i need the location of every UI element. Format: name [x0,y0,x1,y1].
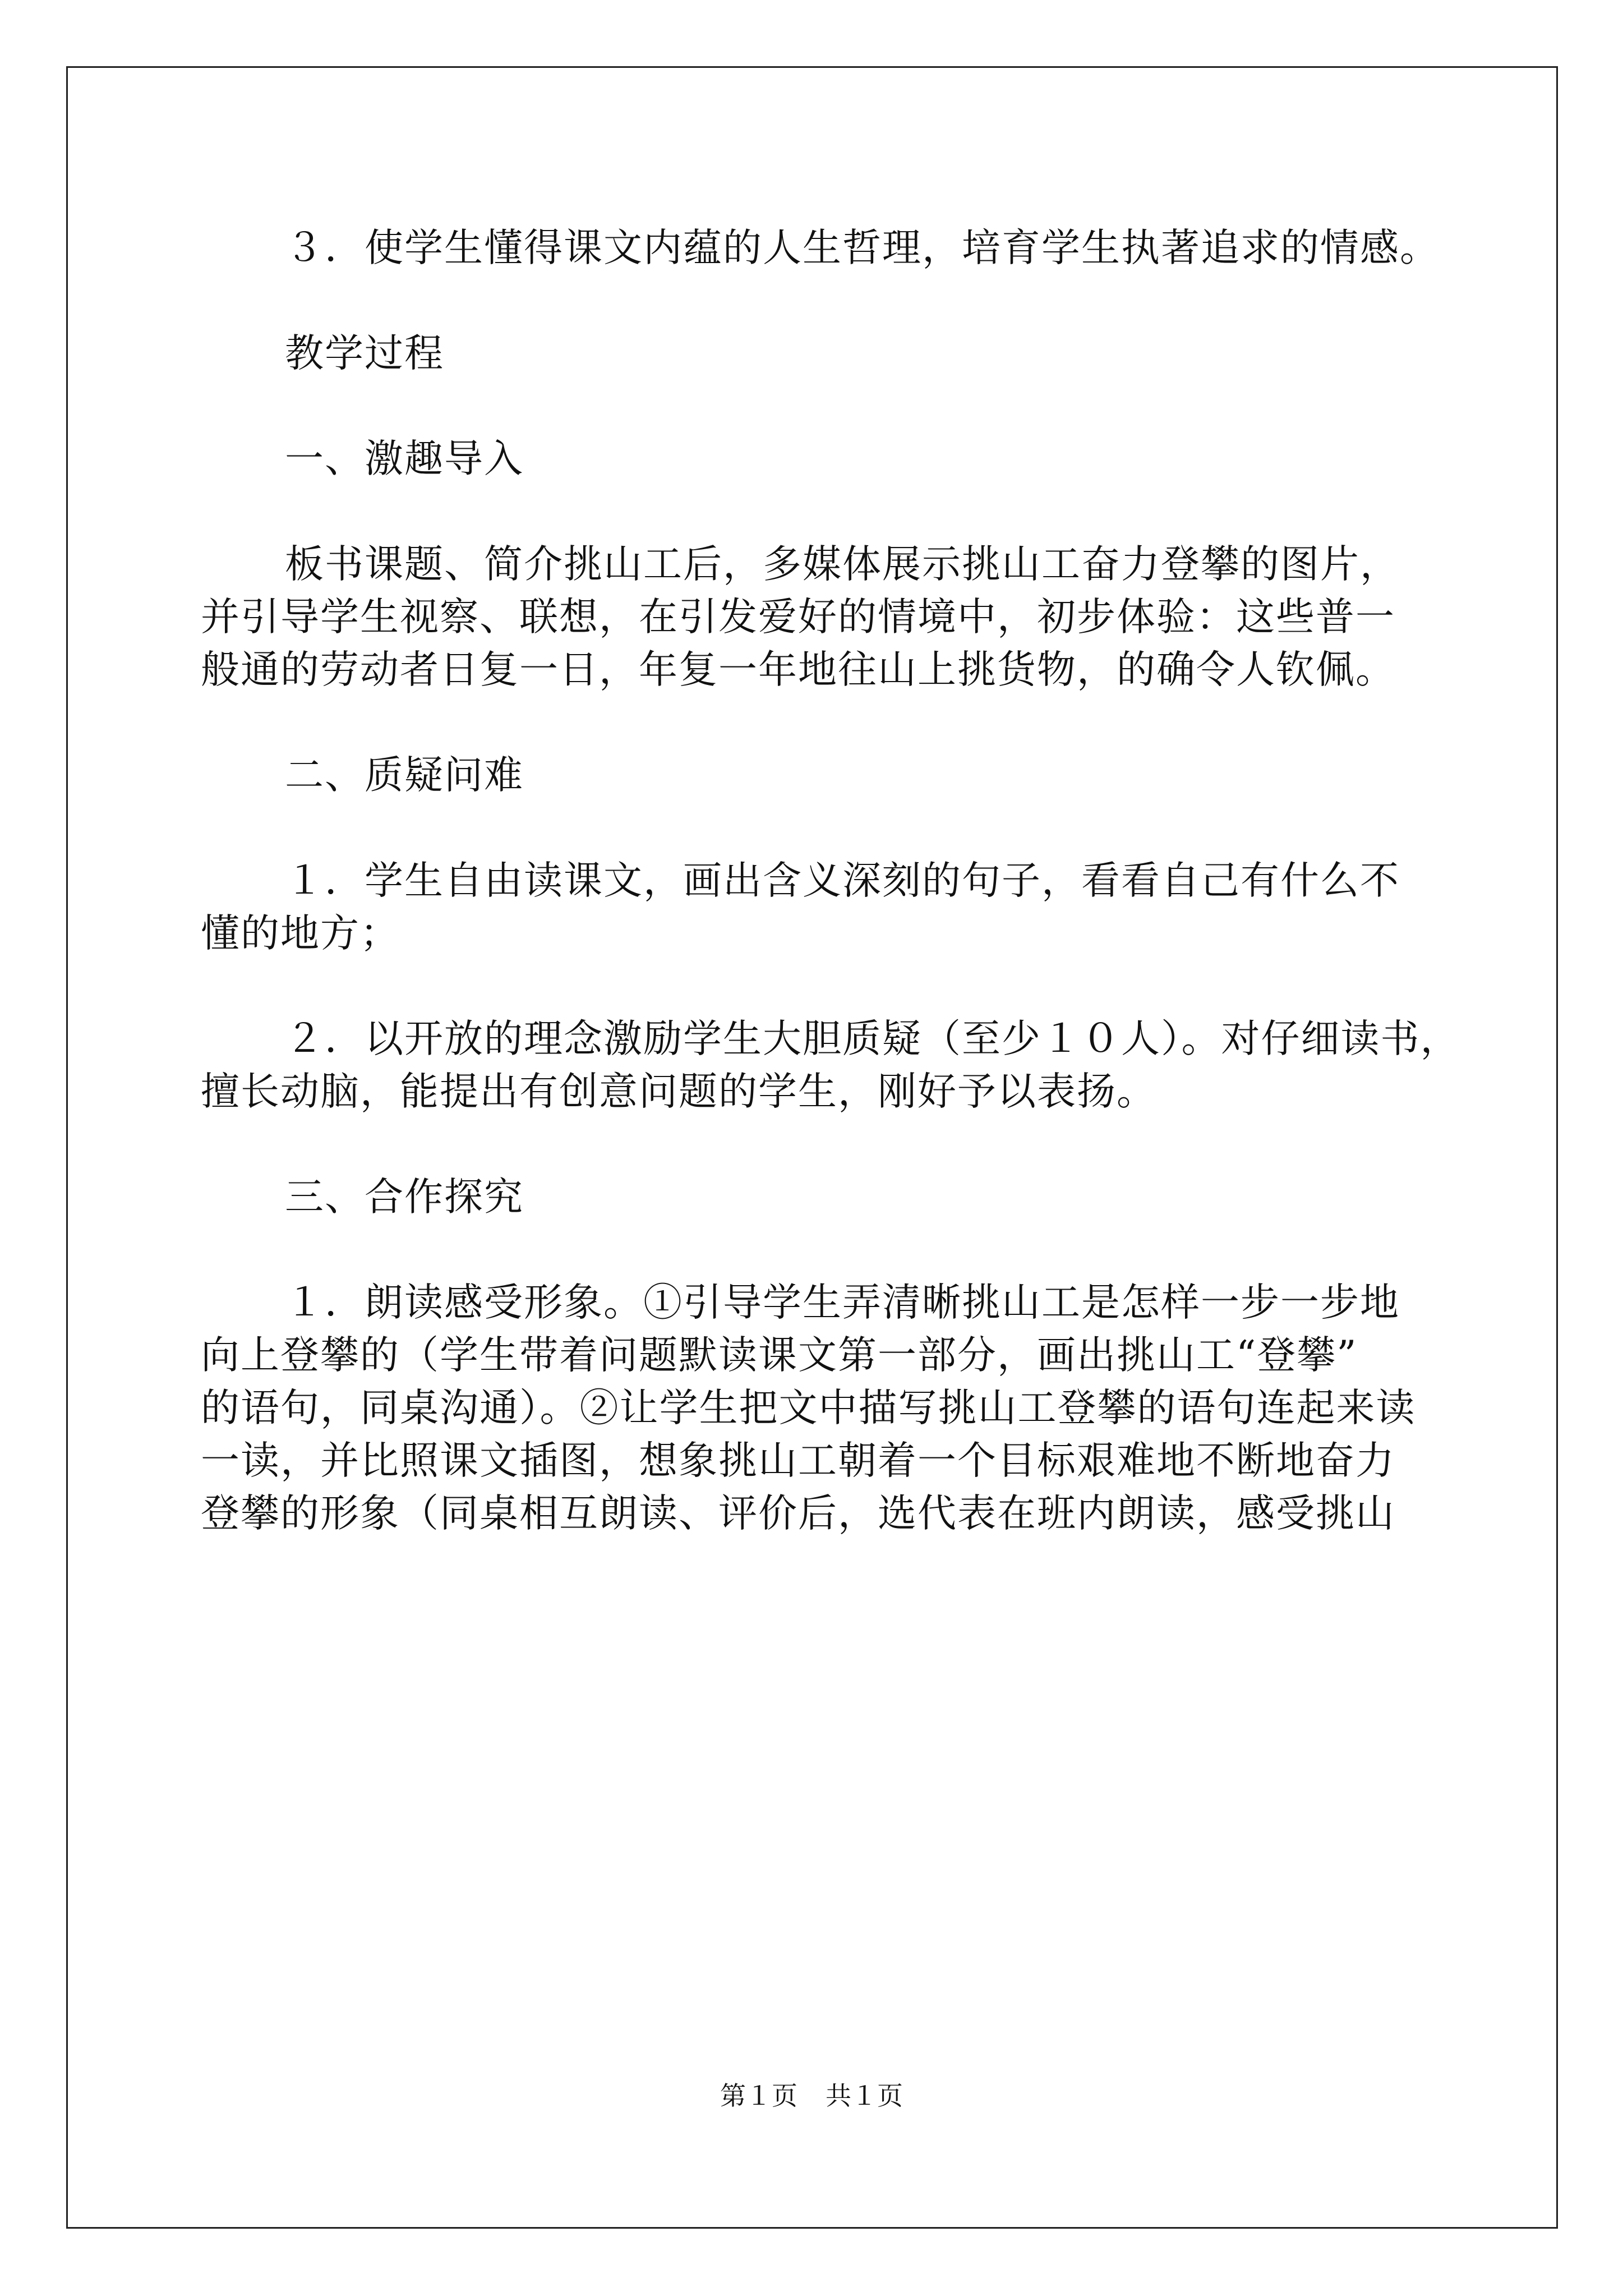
text-line: 的语句，同桌沟通）。②让学生把文中描写挑山工登攀的语句连起来读 [201,1386,1416,1430]
text-line: 擅长动脑，能提出有创意问题的学生，刚好予以表扬。 [201,1069,1156,1114]
section-heading [201,432,1435,485]
paragraph [201,222,1440,274]
page-total: 共１页 [826,2081,903,2111]
text-line: ２．以开放的理念激励学生大胆质疑（至少１０人）。对仔细读书， [285,1016,1460,1061]
section-heading [201,1171,1435,1223]
text-line: 般通的劳动者日复一日，年复一年地往山上挑货物，的确令人钦佩。 [201,647,1395,692]
text-line: １．朗读感受形象。①引导学生弄清晰挑山工是怎样一步一步地 [285,1280,1400,1325]
section-heading [201,327,1435,380]
paragraph [201,1013,1460,1118]
text-line: 一、激趣导入 [285,436,524,481]
paragraph [201,1276,1435,1540]
text-line: 并引导学生视察、联想，在引发爱好的情境中，初步体验：这些普一 [201,595,1395,639]
page-footer [0,2076,1623,2113]
page-number: 第１页 [720,2081,797,2111]
text-line: 一读，并比照课文插图，想象挑山工朝着一个目标艰难地不断地奋力 [201,1438,1395,1483]
text-line: 三、合作探究 [285,1175,524,1220]
paragraph [201,854,1435,960]
section-heading [201,749,1435,802]
text-line: 板书课题、简介挑山工后，多媒体展示挑山工奋力登攀的图片， [285,542,1400,587]
text-line: 懂的地方； [201,911,400,956]
text-line: ３．使学生懂得课文内蕴的人生哲理，培育学生执著追求的情感。 [285,226,1440,270]
document-body [201,222,1460,1593]
text-line: 向上登攀的（学生带着问题默读课文第一部分，画出挑山工“登攀” [201,1333,1358,1378]
text-line: １．学生自由读课文，画出含义深刻的句子，看看自己有什么不 [285,858,1400,903]
paragraph [201,538,1435,696]
text-line: 二、质疑问难 [285,753,524,798]
text-line: 教学过程 [285,331,444,376]
text-line: 登攀的形象（同桌相互朗读、评价后，选代表在班内朗读，感受挑山 [201,1491,1395,1536]
